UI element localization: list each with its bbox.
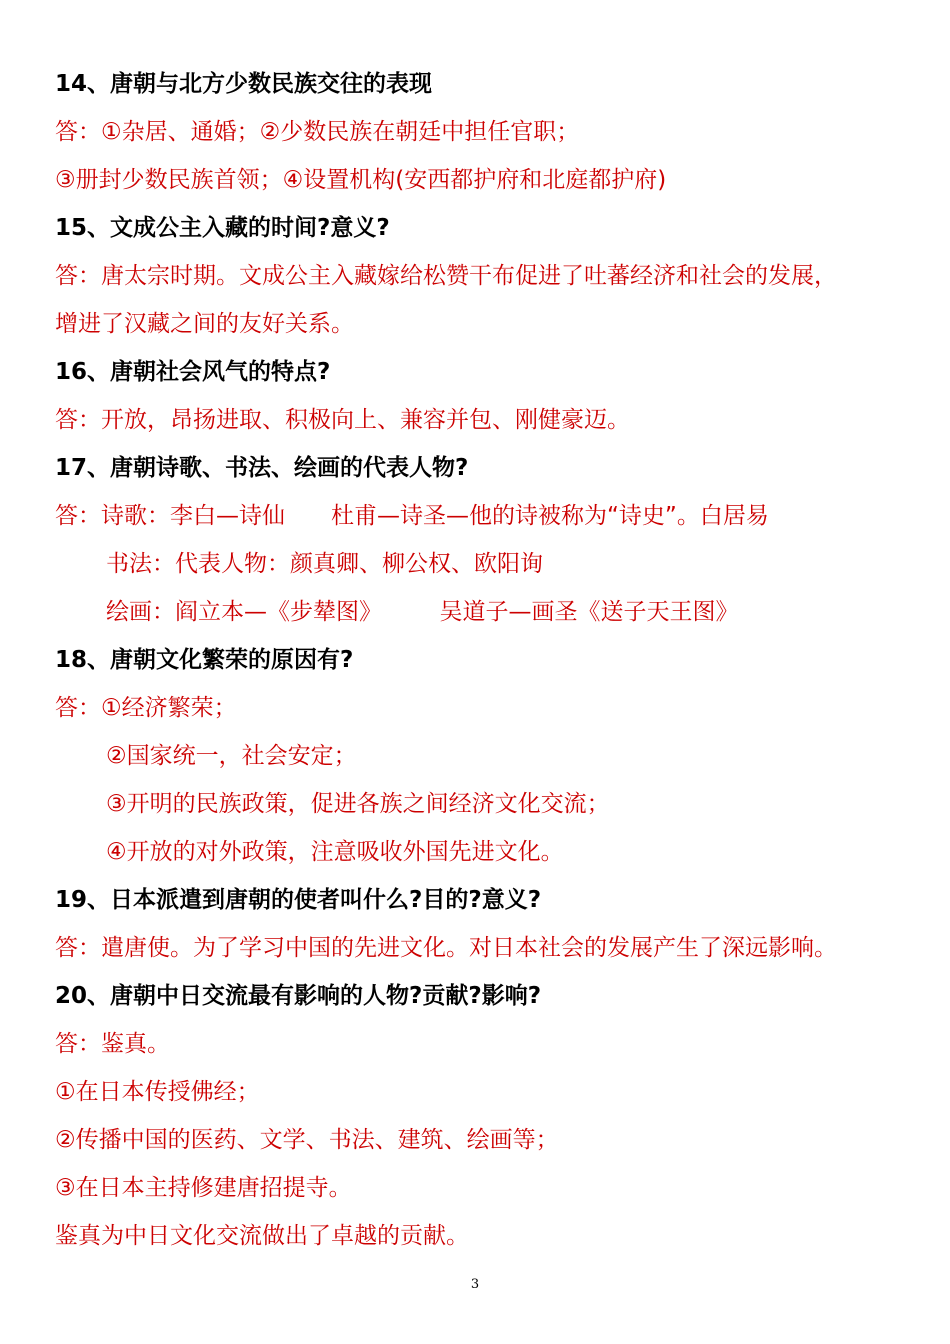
answer-18-line-4: ④开放的对外政策，注意吸收外国先进文化。 (106, 839, 564, 865)
answer-18-line-3: ③开明的民族政策，促进各族之间经济文化交流； (106, 791, 610, 817)
question-15: 15、文成公主入藏的时间?意义? (55, 215, 390, 241)
answer-20-line-3: ②传播中国的医药、文学、书法、建筑、绘画等； (55, 1127, 559, 1153)
page-number: 3 (470, 1277, 480, 1292)
answer-20-line-4: ③在日本主持修建唐招提寺。 (55, 1175, 352, 1201)
answer-14-line-2: ③册封少数民族首领；④设置机构(安西都护府和北庭都护府) (55, 167, 667, 193)
question-20: 20、唐朝中日交流最有影响的人物?贡献?影响? (55, 983, 542, 1009)
question-18: 18、唐朝文化繁荣的原因有? (55, 647, 354, 673)
answer-17-painting: 绘画：阎立本—《步辇图》 吴道子—画圣《送子天王图》 (106, 599, 739, 625)
answer-14-line-1: 答：①杂居、通婚；②少数民族在朝廷中担任官职； (55, 119, 580, 145)
answer-20-line-5: 鉴真为中日文化交流做出了卓越的贡献。 (55, 1223, 469, 1249)
answer-15-line-2: 增进了汉藏之间的友好关系。 (55, 311, 354, 337)
question-14: 14、唐朝与北方少数民族交往的表现 (55, 71, 433, 97)
answer-19-line-1: 答：遣唐使。为了学习中国的先进文化。对日本社会的发展产生了深远影响。 (55, 935, 837, 961)
answer-17-calligraphy: 书法：代表人物：颜真卿、柳公权、欧阳询 (106, 551, 543, 577)
answer-18-line-1: 答：①经济繁荣； (55, 695, 237, 721)
answer-18-line-2: ②国家统一，社会安定； (106, 743, 357, 769)
answer-16-line-1: 答：开放，昂扬进取、积极向上、兼容并包、刚健豪迈。 (55, 407, 630, 433)
answer-20-line-2: ①在日本传授佛经； (55, 1079, 260, 1105)
question-16: 16、唐朝社会风气的特点? (55, 359, 331, 385)
answer-15-line-1: 答：唐太宗时期。文成公主入藏嫁给松赞干布促进了吐蕃经济和社会的发展， (55, 263, 837, 289)
question-19: 19、日本派遣到唐朝的使者叫什么?目的?意义? (55, 887, 542, 913)
answer-20-line-1: 答：鉴真。 (55, 1031, 170, 1057)
answer-17-poetry: 答：诗歌：李白—诗仙 杜甫—诗圣—他的诗被称为“诗史”。白居易 (55, 503, 769, 529)
question-17: 17、唐朝诗歌、书法、绘画的代表人物? (55, 455, 469, 481)
